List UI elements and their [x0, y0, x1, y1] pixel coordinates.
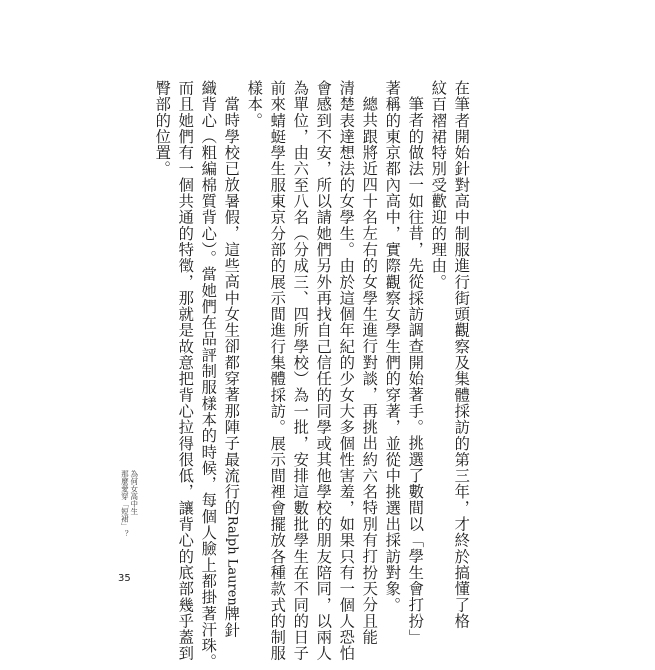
body-line-part: 當時學校已放暑假，這些高中女生卻都穿著那陣子最流行的	[222, 96, 241, 516]
body-line: 會感到不安，所以請她們另外再找自己信任的同學或其他學校的朋友陪同，以兩人	[314, 80, 333, 662]
body-line: 而且她們有一個共通的特徵，那就是故意把背心拉得很低，讓背心的底部幾乎蓋到	[176, 80, 195, 662]
brand-name: Ralph Lauren	[224, 515, 240, 606]
body-line: 著稱的東京都內高中，實際觀察女學生們的穿著，並從中挑選出採訪對象。	[383, 80, 402, 613]
body-line: 總共跟將近四十名左右的女學生進行對談，再挑出約六名特別有打扮天分且能	[360, 96, 379, 646]
body-line: 紋百褶裙特別受歡迎的理由。	[429, 80, 448, 290]
running-head	[120, 470, 139, 538]
body-line	[222, 96, 241, 639]
body-line-part: 牌針	[222, 605, 241, 639]
body-line: 樣本。	[245, 80, 264, 129]
running-head-line: 那麼愛穿「短裙」？	[120, 470, 130, 538]
body-line: 筆者的做法一如往昔，先從採訪調查開始著手。挑選了數間以「學生會打扮」	[406, 96, 425, 646]
body-line: 在筆者開始針對高中制服進行街頭觀察及集體採訪的第三年，才終於搞懂了格	[452, 80, 471, 630]
body-line: 臀部的位置。	[153, 80, 172, 177]
body-line: 前來蜻蜓學生服東京分部的展示間進行集體採訪。展示間裡會擺放各種款式的制服	[268, 80, 287, 662]
body-line: 清楚表達想法的女學生。由於這個年紀的少女大多個性害羞，如果只有一個人恐怕	[337, 80, 356, 662]
page-number: 35	[118, 573, 131, 584]
body-line: 織背心（粗編棉質背心）。當她們在品評制服樣本的時候，每個人臉上都掛著汗珠。	[199, 80, 218, 670]
running-head-line: 為何女高中生	[129, 470, 139, 515]
body-line: 為單位，由六至八名（分成三、四所學校）為一批，安排這數批學生在不同的日子	[291, 80, 310, 662]
